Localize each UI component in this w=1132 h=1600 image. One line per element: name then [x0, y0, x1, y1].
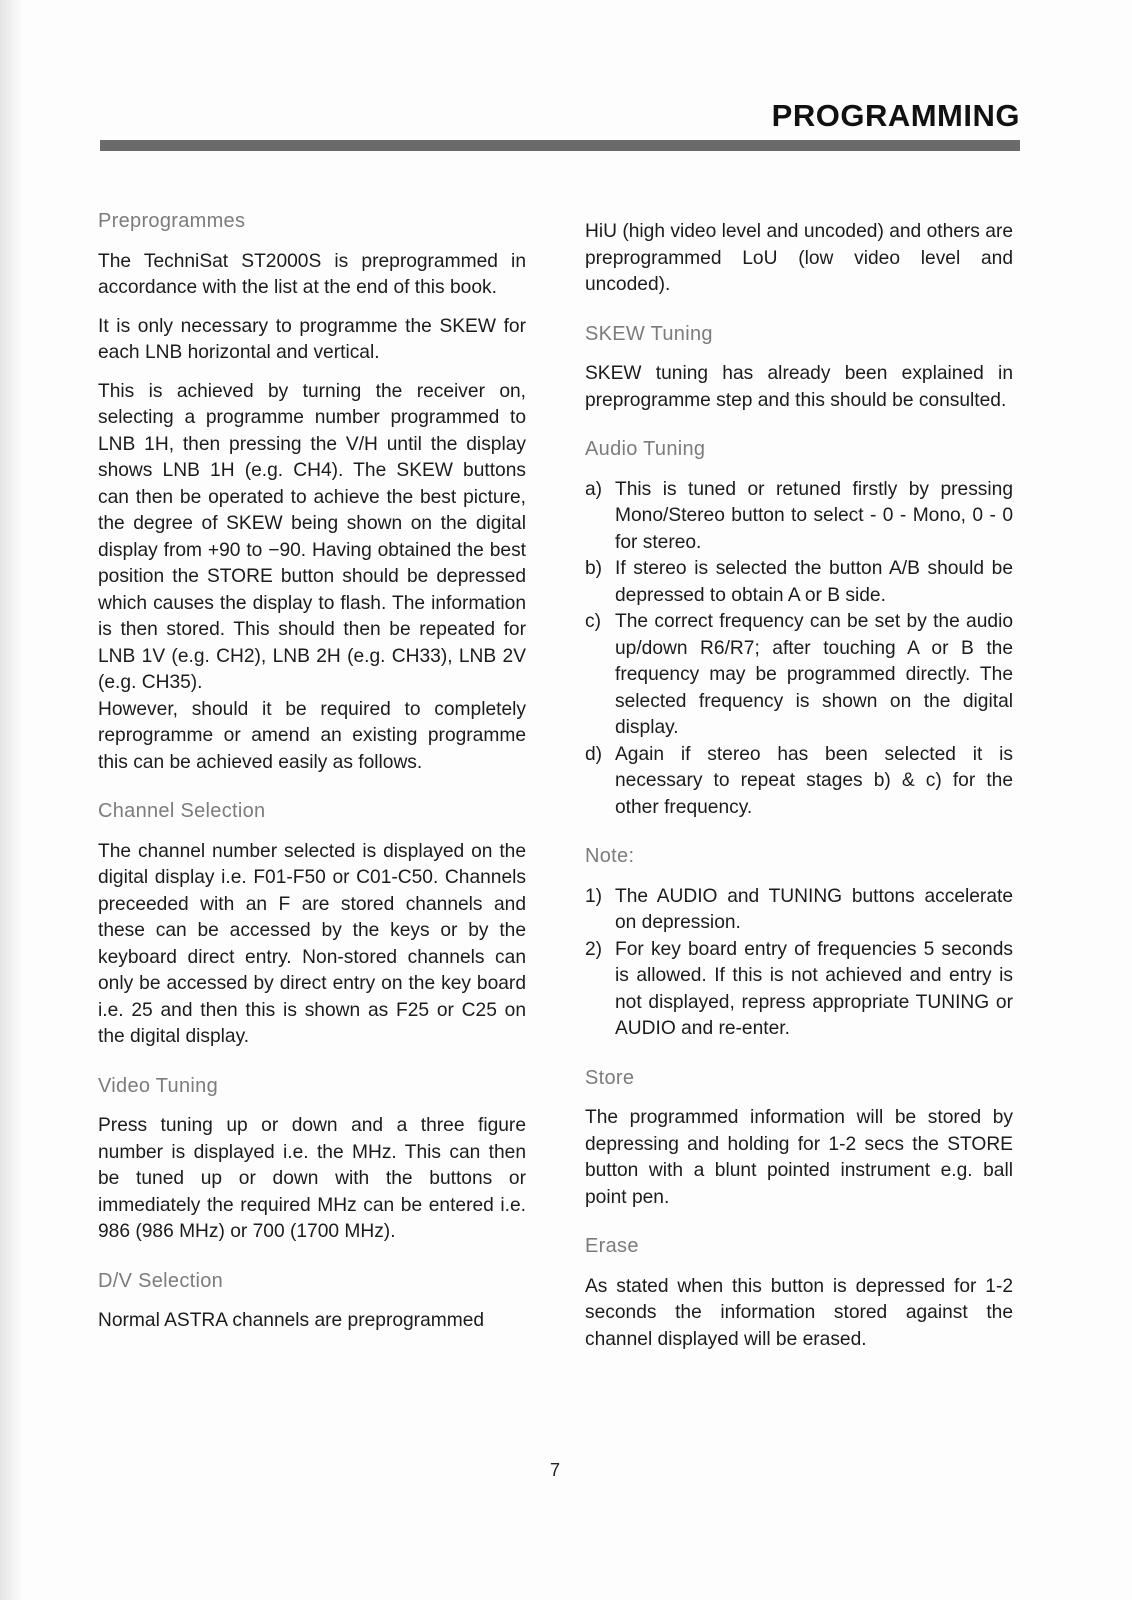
page-number: 7 [550, 1460, 561, 1480]
paragraph: The channel number selected is displayed on the digital display i.e. F01-F50 or C01-C50. Channels preceeded with an F are stored channels and these can be accessed by the keys or by the keyboard direct entry. Non-stored channels can only be accessed by direct entry on the key board i.e. 25 and then this is shown as F25 or C25 on the digital display. [98, 840, 526, 1047]
section-heading-preprogrammes: Preprogrammes [98, 210, 246, 232]
page-edge-shadow [0, 0, 22, 1600]
section-heading-channel-selection: Channel Selection [98, 800, 266, 822]
list-item [585, 609, 1013, 742]
list-marker: 1) [585, 885, 603, 907]
paragraph: Normal ASTRA channels are preprogrammed [98, 1310, 485, 1331]
section-heading-skew-tuning: SKEW Tuning [585, 322, 713, 345]
list-item [585, 884, 1013, 937]
left-column [98, 208, 526, 1347]
section-heading-erase: Erase [585, 1235, 639, 1257]
note-list [585, 884, 1013, 1043]
list-item [585, 937, 1013, 1043]
section-heading-dv-selection: D/V Selection [98, 1269, 224, 1292]
paragraph: HiU (high video level and uncoded) and others are preprogrammed LoU (low video level and uncoded). [585, 221, 1013, 295]
list-marker: c) [585, 611, 601, 632]
list-item [585, 742, 1013, 822]
paragraph: This is achieved by turning the receiver on, selecting a programme number programmed to LNB 1H, then pressing the V/H until the display shows LNB 1H (e.g. CH4). The SKEW buttons can then be operated to achieve the best picture, the degree of SKEW being shown on the digital display from +90 to −90. Having obtained the best position the STORE button should be depressed which causes the display to flash. The information is then stored. This should then be repeated for LNB 1V (e.g. CH2), LNB 2H (e.g. CH33), LNB 2V (e.g. CH35). [98, 380, 526, 693]
section-heading-store: Store [585, 1066, 635, 1089]
paragraph: The programmed information will be stored by depressing and holding for 1-2 secs the STORE button with a blunt pointed instrument e.g. ball point pen. [585, 1107, 1013, 1208]
page-title: PROGRAMMING [771, 98, 1020, 133]
section-heading-note: Note: [585, 845, 635, 867]
list-item [585, 477, 1013, 557]
list-item-text: For key board entry of frequencies 5 seconds is allowed. If this is not achieved and entry is not displayed, repress appropriate TUNING or AUDIO and re-enter. [615, 938, 1013, 1039]
section-heading-video-tuning: Video Tuning [98, 1074, 218, 1097]
title-rule [100, 140, 1020, 151]
right-column [585, 219, 1013, 1365]
list-item-text: If stereo is selected the button A/B should be depressed to obtain A or B side. [615, 558, 1013, 606]
list-item-text: The correct frequency can be set by the audio up/down R6/R7; after touching A or B the frequency may be programmed directly. The selected frequency is shown on the digital display. [615, 611, 1013, 738]
list-marker: a) [585, 478, 603, 500]
list-item-text: This is tuned or retuned firstly by pressing Mono/Stereo button to select - 0 - Mono, 0 - 0 for stereo. [615, 478, 1013, 553]
list-item [585, 556, 1013, 609]
paragraph: SKEW tuning has already been explained in preprogramme step and this should be consulted. [585, 363, 1013, 411]
paragraph: However, should it be required to completely reprogramme or amend an existing programme this can be achieved easily as follows. [98, 698, 526, 773]
list-marker: b) [585, 558, 603, 579]
list-item-text: Again if stereo has been selected it is necessary to repeat stages b) & c) for the other frequency. [615, 743, 1013, 818]
paragraph: It is only necessary to programme the SKEW for each LNB horizontal and vertical. [98, 315, 526, 363]
list-item-text: The AUDIO and TUNING buttons accelerate on depression. [615, 885, 1013, 933]
section-heading-audio-tuning: Audio Tuning [585, 438, 706, 460]
list-marker: d) [585, 743, 603, 765]
audio-steps-list [585, 477, 1013, 822]
paragraph: As stated when this button is depressed for 1-2 seconds the information stored against the channel displayed will be erased. [585, 1275, 1013, 1350]
paragraph: The TechniSat ST2000S is preprogrammed in accordance with the list at the end of this book. [98, 250, 526, 298]
paragraph: Press tuning up or down and a three figure number is displayed i.e. the MHz. This can then be tuned up or down with the buttons or immediately the required MHz can be entered i.e. 986 (986 MHz) or 700 (1700 MHz). [98, 1115, 526, 1242]
list-marker: 2) [585, 938, 603, 960]
